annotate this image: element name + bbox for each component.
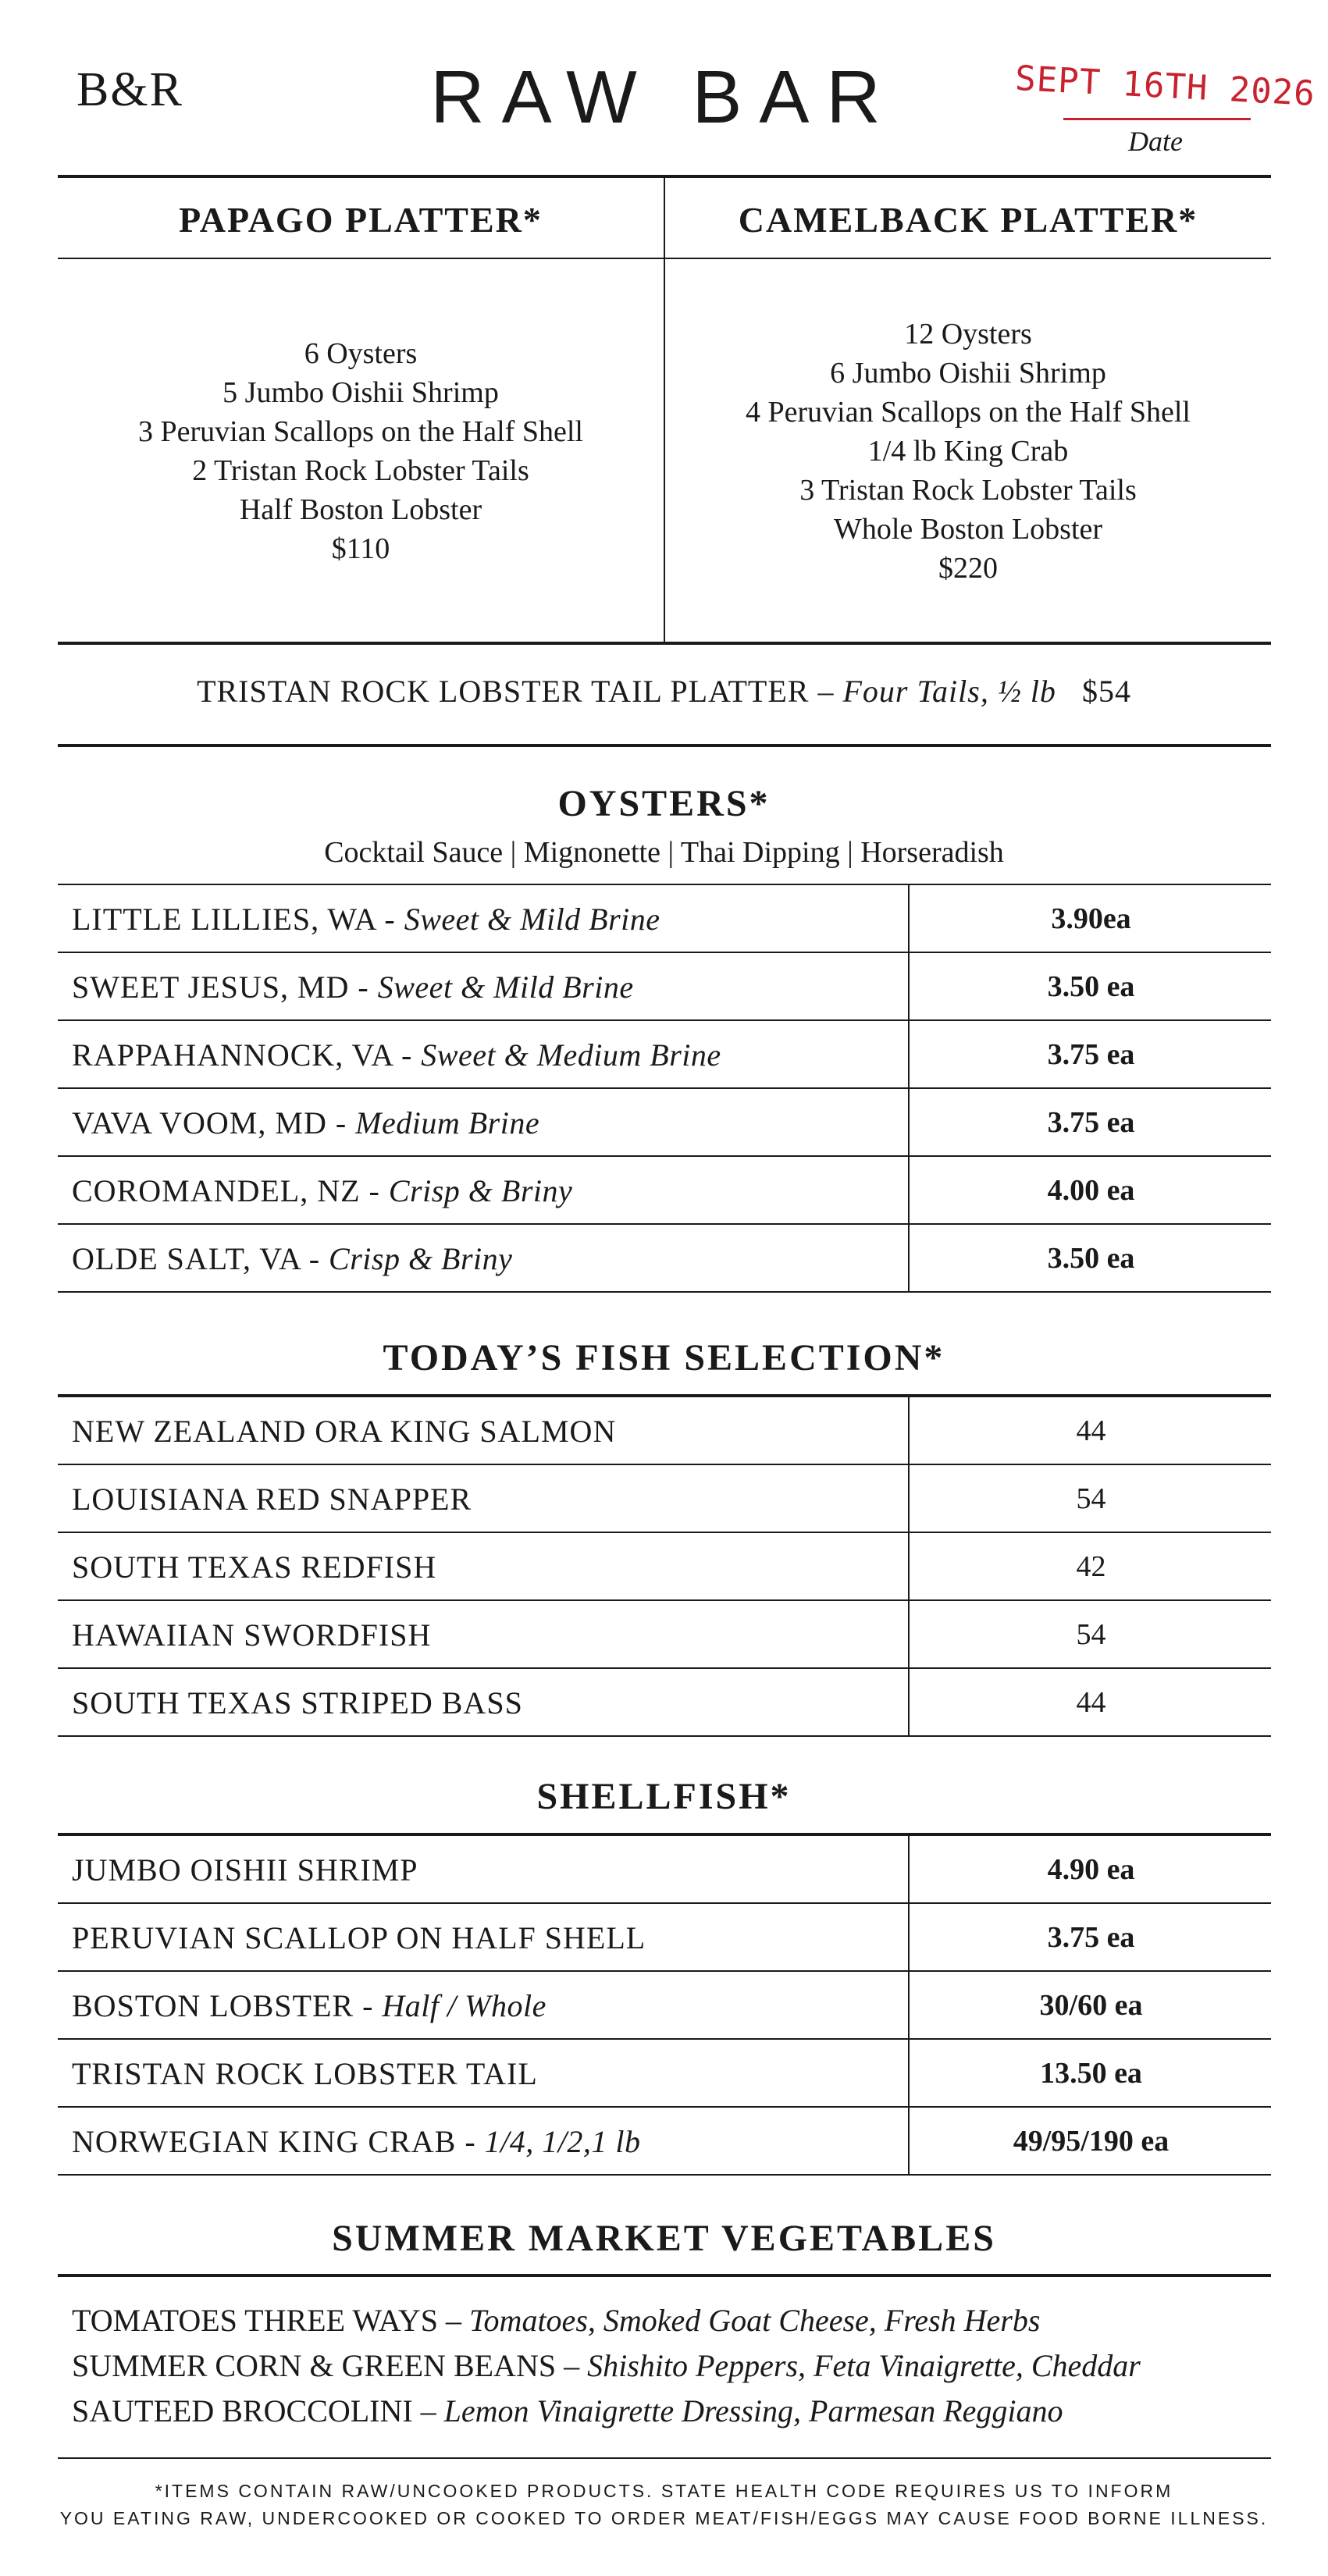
item-sep: - <box>376 902 404 937</box>
item-name: HAWAIIAN SWORDFISH <box>72 1617 432 1653</box>
list-item <box>58 1669 1271 1737</box>
item-price: 54 <box>908 1601 1273 1667</box>
item-price: 3.50 ea <box>908 953 1273 1019</box>
list-item <box>72 2298 1274 2343</box>
fish-list <box>58 1397 1271 1737</box>
platter-item: 5 Jumbo Oishii Shrimp <box>223 376 499 409</box>
item-price: 4.90 ea <box>908 1836 1273 1902</box>
platter-title-papago: PAPAGO PLATTER* <box>179 200 543 240</box>
platter-item: 3 Peruvian Scallops on the Half Shell <box>138 415 583 448</box>
list-item <box>58 1157 1271 1225</box>
item-desc: Half / Whole <box>382 1988 547 2023</box>
item-sep: - <box>360 1173 389 1208</box>
item-price: 4.00 ea <box>908 1157 1273 1223</box>
list-item <box>58 1397 1271 1465</box>
item-desc: Crisp & Briny <box>388 1173 573 1208</box>
page-title: RAW BAR <box>430 55 898 139</box>
list-item <box>58 1225 1271 1293</box>
tail-platter-desc: Four Tails, ½ lb <box>842 674 1056 709</box>
item-sep: - <box>326 1105 356 1140</box>
list-item <box>58 1089 1271 1157</box>
platter-camelback-items <box>665 315 1271 588</box>
item-desc: Sweet & Medium Brine <box>421 1037 721 1073</box>
divider <box>58 2274 1271 2277</box>
item-desc: Medium Brine <box>355 1105 540 1140</box>
list-item <box>58 1836 1271 1904</box>
item-sep: – <box>556 2348 588 2383</box>
item-price: 3.90ea <box>908 885 1273 952</box>
oysters-title: OYSTERS* <box>557 783 771 824</box>
list-item <box>72 2343 1274 2389</box>
platter-papago-items <box>58 334 664 568</box>
item-desc: Sweet & Mild Brine <box>377 970 634 1005</box>
platter-item: Half Boston Lobster <box>239 493 482 526</box>
item-price: 54 <box>908 1465 1273 1532</box>
divider <box>58 744 1271 747</box>
item-name: SUMMER CORN & GREEN BEANS <box>72 2348 557 2383</box>
platter-price: $220 <box>938 552 998 585</box>
platter-item: 2 Tristan Rock Lobster Tails <box>192 454 529 487</box>
item-name: TOMATOES THREE WAYS <box>72 2303 438 2338</box>
shellfish-title: SHELLFISH* <box>536 1776 792 1817</box>
platter-item: 12 Oysters <box>904 318 1032 350</box>
item-desc: Lemon Vinaigrette Dressing, Parmesan Reggiano <box>443 2393 1063 2428</box>
list-item <box>58 1972 1271 2040</box>
item-name: RAPPAHANNOCK, VA <box>72 1037 393 1073</box>
divider <box>58 258 1271 259</box>
list-item <box>58 2040 1271 2108</box>
platter-price: $110 <box>331 532 390 565</box>
item-name: NORWEGIAN KING CRAB <box>72 2124 457 2159</box>
item-sep: - <box>456 2124 485 2159</box>
item-price: 3.75 ea <box>908 1089 1273 1155</box>
item-name: LITTLE LILLIES, WA <box>72 902 376 937</box>
list-item <box>58 885 1271 953</box>
vegetables-list <box>72 2298 1274 2434</box>
disclaimer-line-2: YOU EATING RAW, UNDERCOOKED OR COOKED TO ORDER MEAT/FISH/EGGS MAY CAUSE FOOD BORNE ILLNESS. <box>59 2508 1269 2528</box>
date-label: Date <box>1128 126 1183 157</box>
item-name: SOUTH TEXAS STRIPED BASS <box>72 1685 523 1720</box>
list-item <box>58 1021 1271 1089</box>
tail-platter-sep: – <box>809 674 843 709</box>
item-name: OLDE SALT, VA <box>72 1241 301 1276</box>
disclaimer-line-1: *ITEMS CONTAIN RAW/UNCOOKED PRODUCTS. STATE HEALTH CODE REQUIRES US TO INFORM <box>155 2481 1173 2501</box>
platter-item: 4 Peruvian Scallops on the Half Shell <box>746 396 1191 429</box>
item-desc: Crisp & Briny <box>329 1241 513 1276</box>
item-name: BOSTON LOBSTER <box>72 1988 354 2023</box>
oysters-list <box>58 885 1271 1293</box>
item-price: 44 <box>908 1397 1273 1464</box>
item-name: LOUISIANA RED SNAPPER <box>72 1482 472 1517</box>
item-name: COROMANDEL, NZ <box>72 1173 361 1208</box>
item-desc: Shishito Peppers, Feta Vinaigrette, Cheddar <box>587 2348 1141 2383</box>
item-price: 30/60 ea <box>908 1972 1273 2038</box>
list-item <box>58 1601 1271 1669</box>
date-underline <box>1063 118 1251 120</box>
item-price: 13.50 ea <box>908 2040 1273 2106</box>
item-price: 3.50 ea <box>908 1225 1273 1291</box>
item-name: JUMBO OISHII SHRIMP <box>72 1852 418 1888</box>
item-price: 3.75 ea <box>908 1904 1273 1970</box>
item-name: SOUTH TEXAS REDFISH <box>72 1550 437 1585</box>
list-item <box>58 1465 1271 1533</box>
shellfish-list <box>58 1836 1271 2176</box>
list-item <box>72 2389 1274 2434</box>
fish-title: TODAY’S FISH SELECTION* <box>383 1337 945 1379</box>
item-sep: - <box>300 1241 329 1276</box>
platter-item: 6 Oysters <box>304 337 418 370</box>
item-price: 3.75 ea <box>908 1021 1273 1087</box>
date-stamp: SEPT 16TH 2026 <box>1013 58 1316 115</box>
item-price: 44 <box>908 1669 1273 1735</box>
item-name: SAUTEED BROCCOLINI <box>72 2393 413 2428</box>
platter-item: 1/4 lb King Crab <box>867 435 1069 468</box>
tail-platter-price: $54 <box>1081 674 1131 709</box>
menu-header <box>0 0 1328 172</box>
item-desc: 1/4, 1/2,1 lb <box>484 2124 641 2159</box>
item-price: 42 <box>908 1533 1273 1599</box>
item-price: 49/95/190 ea <box>908 2108 1273 2174</box>
item-name: TRISTAN ROCK LOBSTER TAIL <box>72 2056 538 2091</box>
item-name: PERUVIAN SCALLOP ON HALF SHELL <box>72 1920 646 1955</box>
vegetables-title: SUMMER MARKET VEGETABLES <box>332 2218 996 2259</box>
item-sep: – <box>412 2393 444 2428</box>
tail-platter-line <box>0 673 1328 710</box>
item-sep: - <box>392 1037 422 1073</box>
item-desc: Sweet & Mild Brine <box>404 902 660 937</box>
oysters-sauces: Cocktail Sauce | Mignonette | Thai Dipping | Horseradish <box>324 836 1004 869</box>
platter-item: Whole Boston Lobster <box>833 513 1103 546</box>
platter-title-camelback: CAMELBACK PLATTER* <box>738 200 1198 240</box>
divider <box>58 2457 1271 2459</box>
item-sep: - <box>349 970 378 1005</box>
list-item <box>58 1904 1271 1972</box>
list-item <box>58 1533 1271 1601</box>
item-name: VAVA VOOM, MD <box>72 1105 327 1140</box>
divider <box>58 642 1271 645</box>
restaurant-logo: B&R <box>77 63 183 116</box>
item-sep: - <box>354 1988 383 2023</box>
tail-platter-name: TRISTAN ROCK LOBSTER TAIL PLATTER <box>197 674 810 709</box>
item-sep: – <box>437 2303 469 2338</box>
list-item <box>58 953 1271 1021</box>
item-desc: Tomatoes, Smoked Goat Cheese, Fresh Herbs <box>468 2303 1041 2338</box>
platter-item: 3 Tristan Rock Lobster Tails <box>799 474 1137 507</box>
item-name: SWEET JESUS, MD <box>72 970 350 1005</box>
item-name: NEW ZEALAND ORA KING SALMON <box>72 1414 617 1449</box>
platter-item: 6 Jumbo Oishii Shrimp <box>830 357 1106 390</box>
list-item <box>58 2108 1271 2176</box>
